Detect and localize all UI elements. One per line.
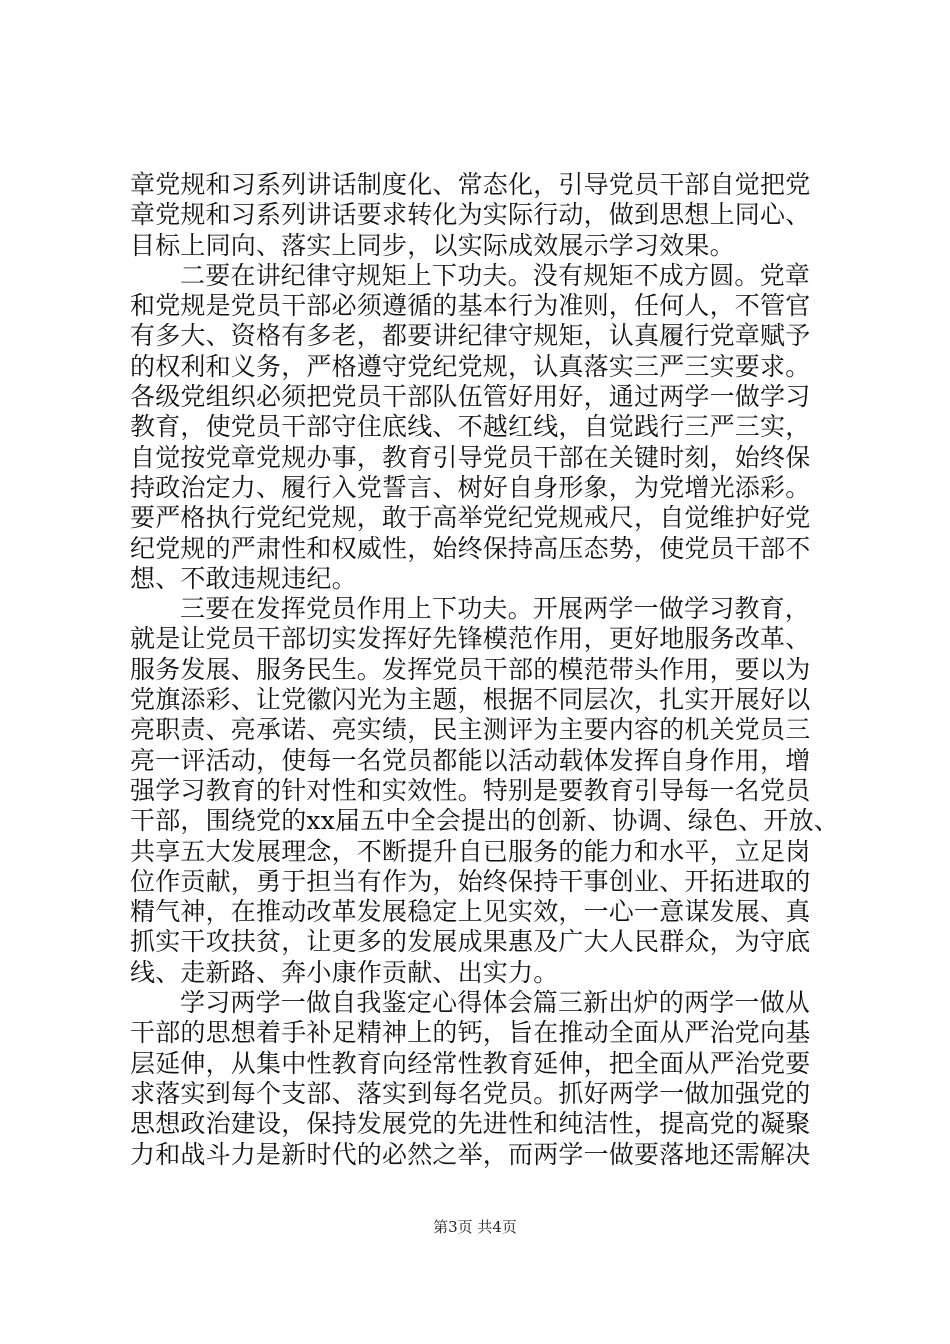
text-line: 目标上同向、落实上同步，以实际成效展示学习效果。	[130, 230, 735, 260]
text-line: 抓实干攻扶贫，让更多的发展成果惠及广大人民群众，为守底	[130, 927, 811, 957]
text-line: 就是让党员干部切实发挥好先锋模范作用，更好地服务改革、	[130, 624, 811, 654]
text-line: 持政治定力、履行入党誓言、树好自身形象，为党增光添彩。	[130, 472, 811, 502]
page-number-footer: 第3页 共4页	[433, 1218, 517, 1236]
text-line: 共享五大发展理念，不断提升自已服务的能力和水平，立足岗	[130, 836, 811, 866]
text-line: 的权利和义务，严格遵守党纪党规，认真落实三严三实要求。	[130, 351, 811, 381]
text-line: 层延伸，从集中性教育向经常性教育延伸，把全面从严治党要	[130, 1048, 811, 1078]
text-line: 和党规是党员干部必须遵循的基本行为准则，任何人，不管官	[130, 291, 811, 321]
paragraph-first-line: 学习两学一做自我鉴定心得体会篇三新出炉的两学一做从	[180, 988, 811, 1018]
paragraph-first-line: 三要在发挥党员作用上下功夫。开展两学一做学习教育，	[180, 594, 811, 624]
text-line: 亮职责、亮承诺、亮实绩，民主测评为主要内容的机关党员三	[130, 715, 811, 745]
paragraph-first-line: 二要在讲纪律守规矩上下功夫。没有规矩不成方圆。党章	[180, 260, 811, 290]
text-line: 各级党组织必须把党员干部队伍管好用好，通过两学一做学习	[130, 382, 811, 412]
text-line: 干部，围绕党的xx届五中全会提出的创新、协调、绿色、开放、	[130, 806, 840, 836]
text-line: 亮一评活动，使每一名党员都能以活动载体发挥自身作用，增	[130, 745, 811, 775]
text-line: 线、走新路、奔小康作贡献、出实力。	[130, 957, 559, 987]
text-line: 有多大、资格有多老，都要讲纪律守规矩，认真履行党章赋予	[130, 321, 811, 351]
text-line: 求落实到每个支部、落实到每名党员。抓好两学一做加强党的	[130, 1078, 811, 1108]
text-line: 党旗添彩、让党徽闪光为主题，根据不同层次，扎实开展好以	[130, 685, 811, 715]
text-line: 强学习教育的针对性和实效性。特别是要教育引导每一名党员	[130, 775, 811, 805]
text-line: 精气神，在推动改革发展稳定上见实效，一心一意谋发展、真	[130, 897, 811, 927]
text-line: 要严格执行党纪党规，敢于高举党纪党规戒尺，自觉维护好党	[130, 503, 811, 533]
text-line: 章党规和习系列讲话要求转化为实际行动，做到思想上同心、	[130, 200, 811, 230]
text-line: 位作贡献，勇于担当有作为，始终保持干事创业、开拓进取的	[130, 866, 811, 896]
text-line: 章党规和习系列讲话制度化、常态化，引导党员干部自觉把党	[130, 170, 811, 199]
text-line: 干部的思想着手补足精神上的钙，旨在推动全面从严治党向基	[130, 1018, 811, 1048]
text-line: 服务发展、服务民生。发挥党员干部的模范带头作用，要以为	[130, 654, 811, 684]
text-line: 教育，使党员干部守住底线、不越红线，自觉践行三严三实，	[130, 412, 811, 442]
text-line: 想、不敢违规违纪。	[130, 563, 357, 593]
document-body	[130, 170, 840, 1170]
text-line: 纪党规的严肃性和权威性，始终保持高压态势，使党员干部不	[130, 533, 811, 563]
text-line: 力和战斗力是新时代的必然之举，而两学一做要落地还需解决	[130, 1139, 811, 1169]
text-line: 自觉按党章党规办事，教育引导党员干部在关键时刻，始终保	[130, 442, 811, 472]
text-line: 思想政治建设，保持发展党的先进性和纯洁性，提高党的凝聚	[130, 1109, 811, 1139]
